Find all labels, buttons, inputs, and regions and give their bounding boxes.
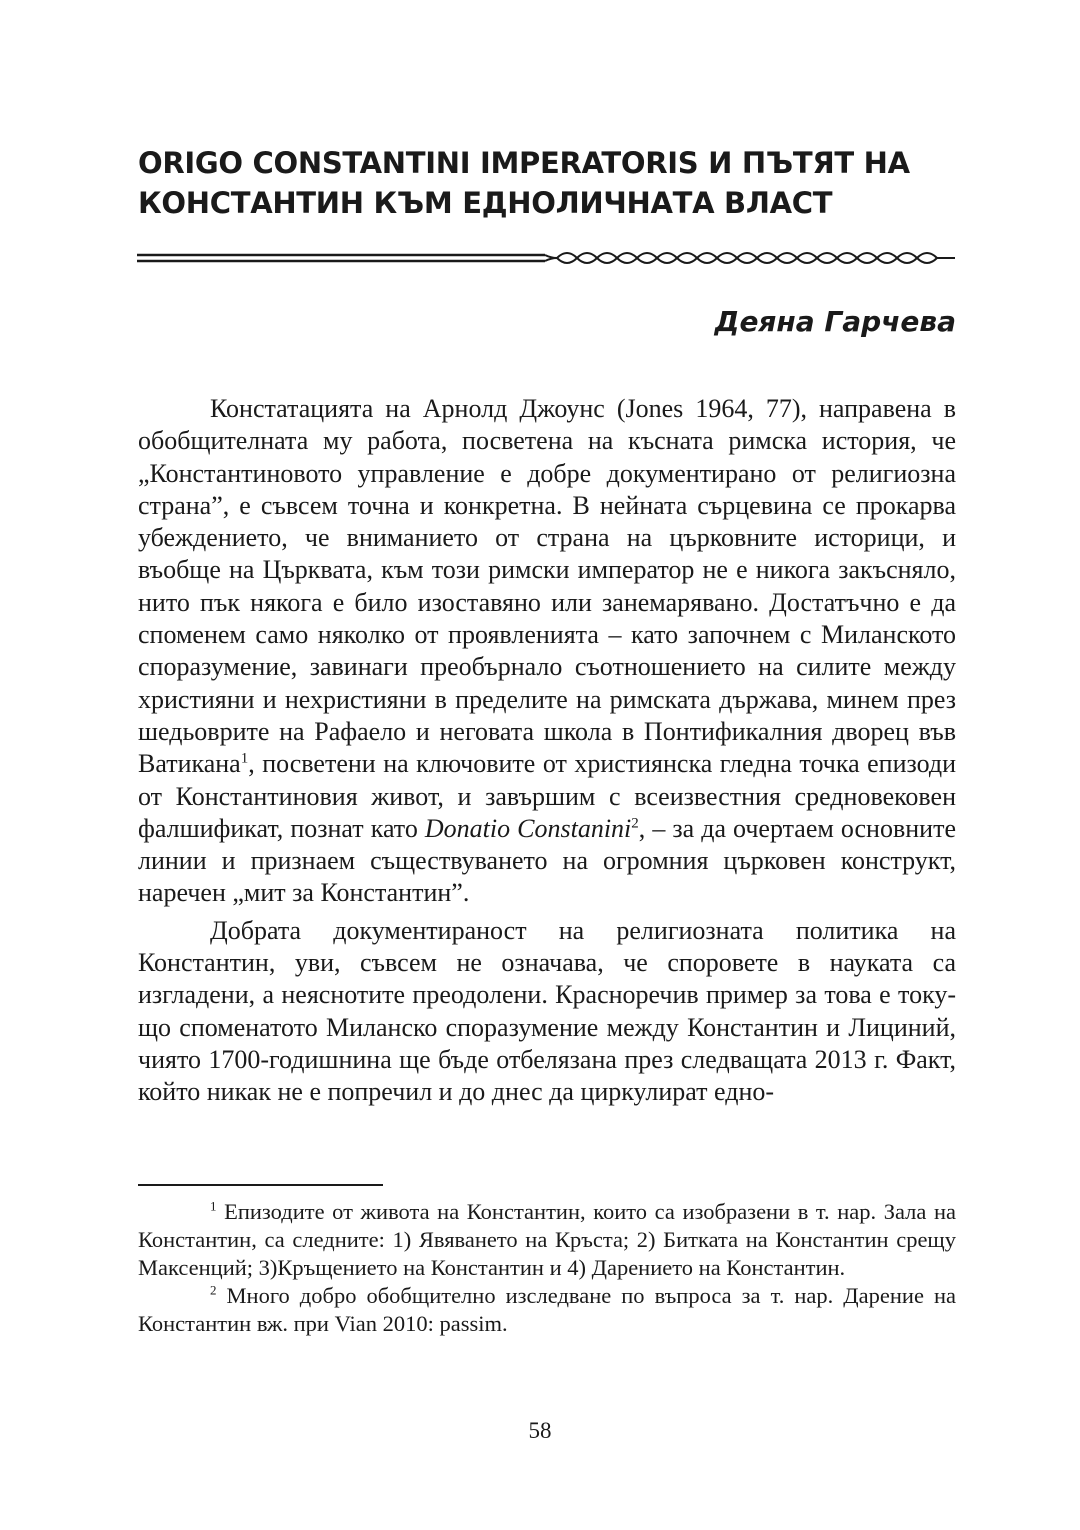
title-line-2: КОНСТАНТИН КЪМ ЕДНОЛИЧНАТА ВЛАСТ	[138, 186, 833, 220]
footnote-separator	[138, 1184, 383, 1186]
footnote-2	[138, 1282, 956, 1338]
title-divider-ornament	[137, 244, 957, 274]
paragraph-1-part-a: Констатацията на Арнолд Джоунс (Jones 1964, 77), направена в обобщителната му работа, посветена на късната римска история, че „Константиновото управление е добре документирано от религиозна страна”, е съвсем точна и конкретна. В нейната сърцевина се прокарва убеждението, че вниманието от страна на църковните историци, и въобще на Църквата, към този римски император не е никога закъсняло, нито пък някога е било изоставяно или занемарявано. Достатъчно е да споменем само няколко от проявленията – като започнем с Миланското споразумение, завинаги преобърнало съотношението на силите между християни и нехристияни в пределите на римската държава, минем през шедьоврите на Рафаело и неговата школа в Понтификалния дворец във Ватикана	[138, 394, 956, 779]
footnote-2-text: Много добро обобщително изследване по въпроса за т. нар. Дарение на Константин вж. при Vian 2010: passim.	[138, 1283, 957, 1336]
article-body	[138, 393, 956, 1109]
paragraph-1-part-b: , посветени на ключовите от християнска гледна точка епизоди от Константиновия живот, и завършим с всеизвестния средновековен фалшификат, познат като	[138, 749, 956, 843]
footnote-1-mark: 1	[210, 1198, 217, 1214]
footnote-1-text: Епизодите от живота на Константин, които са изобразени в т. нар. Зала на Константин, са следните: 1) Явяването на Кръста; 2) Битката на Константин срещу Максенций; 3)Кръщението на Константин и 4) Дарението на Константин.	[138, 1199, 956, 1280]
paragraph-2: Добрата документираност на религиозната политика на Константин, уви, съвсем не означава, че споровете в науката са изгладени, а неяснотите преодолени. Красноречив пример за това е току-що споменатото Миланско споразумение между Константин и Лициний, чиято 1700-годишнина ще бъде отбелязана през следващата 2013 г. Факт, който никак не е попречил и до днес да циркулират едно-	[138, 915, 956, 1107]
footnote-ref-2[interactable]: 2	[631, 815, 639, 832]
footnote-ref-1[interactable]: 1	[240, 750, 249, 767]
footnotes	[138, 1198, 956, 1338]
footnote-1	[138, 1198, 956, 1282]
paragraph-1	[138, 393, 956, 910]
footnote-2-mark: 2	[210, 1282, 217, 1298]
italic-title: Donatio Constanini	[424, 813, 632, 843]
title-line-1: ORIGO CONSTANTINI IMPERATORIS И ПЪТЯТ НА	[138, 146, 910, 180]
article-title	[138, 143, 958, 223]
author-name: Деяна Гарчева	[714, 305, 956, 338]
paragraph-1-part-c: , – за да очертаем основните линии и признаем съществуването на огромния църковен конструкт, наречен „мит за Константин”.	[138, 813, 956, 908]
page-number: 58	[528, 1418, 552, 1443]
